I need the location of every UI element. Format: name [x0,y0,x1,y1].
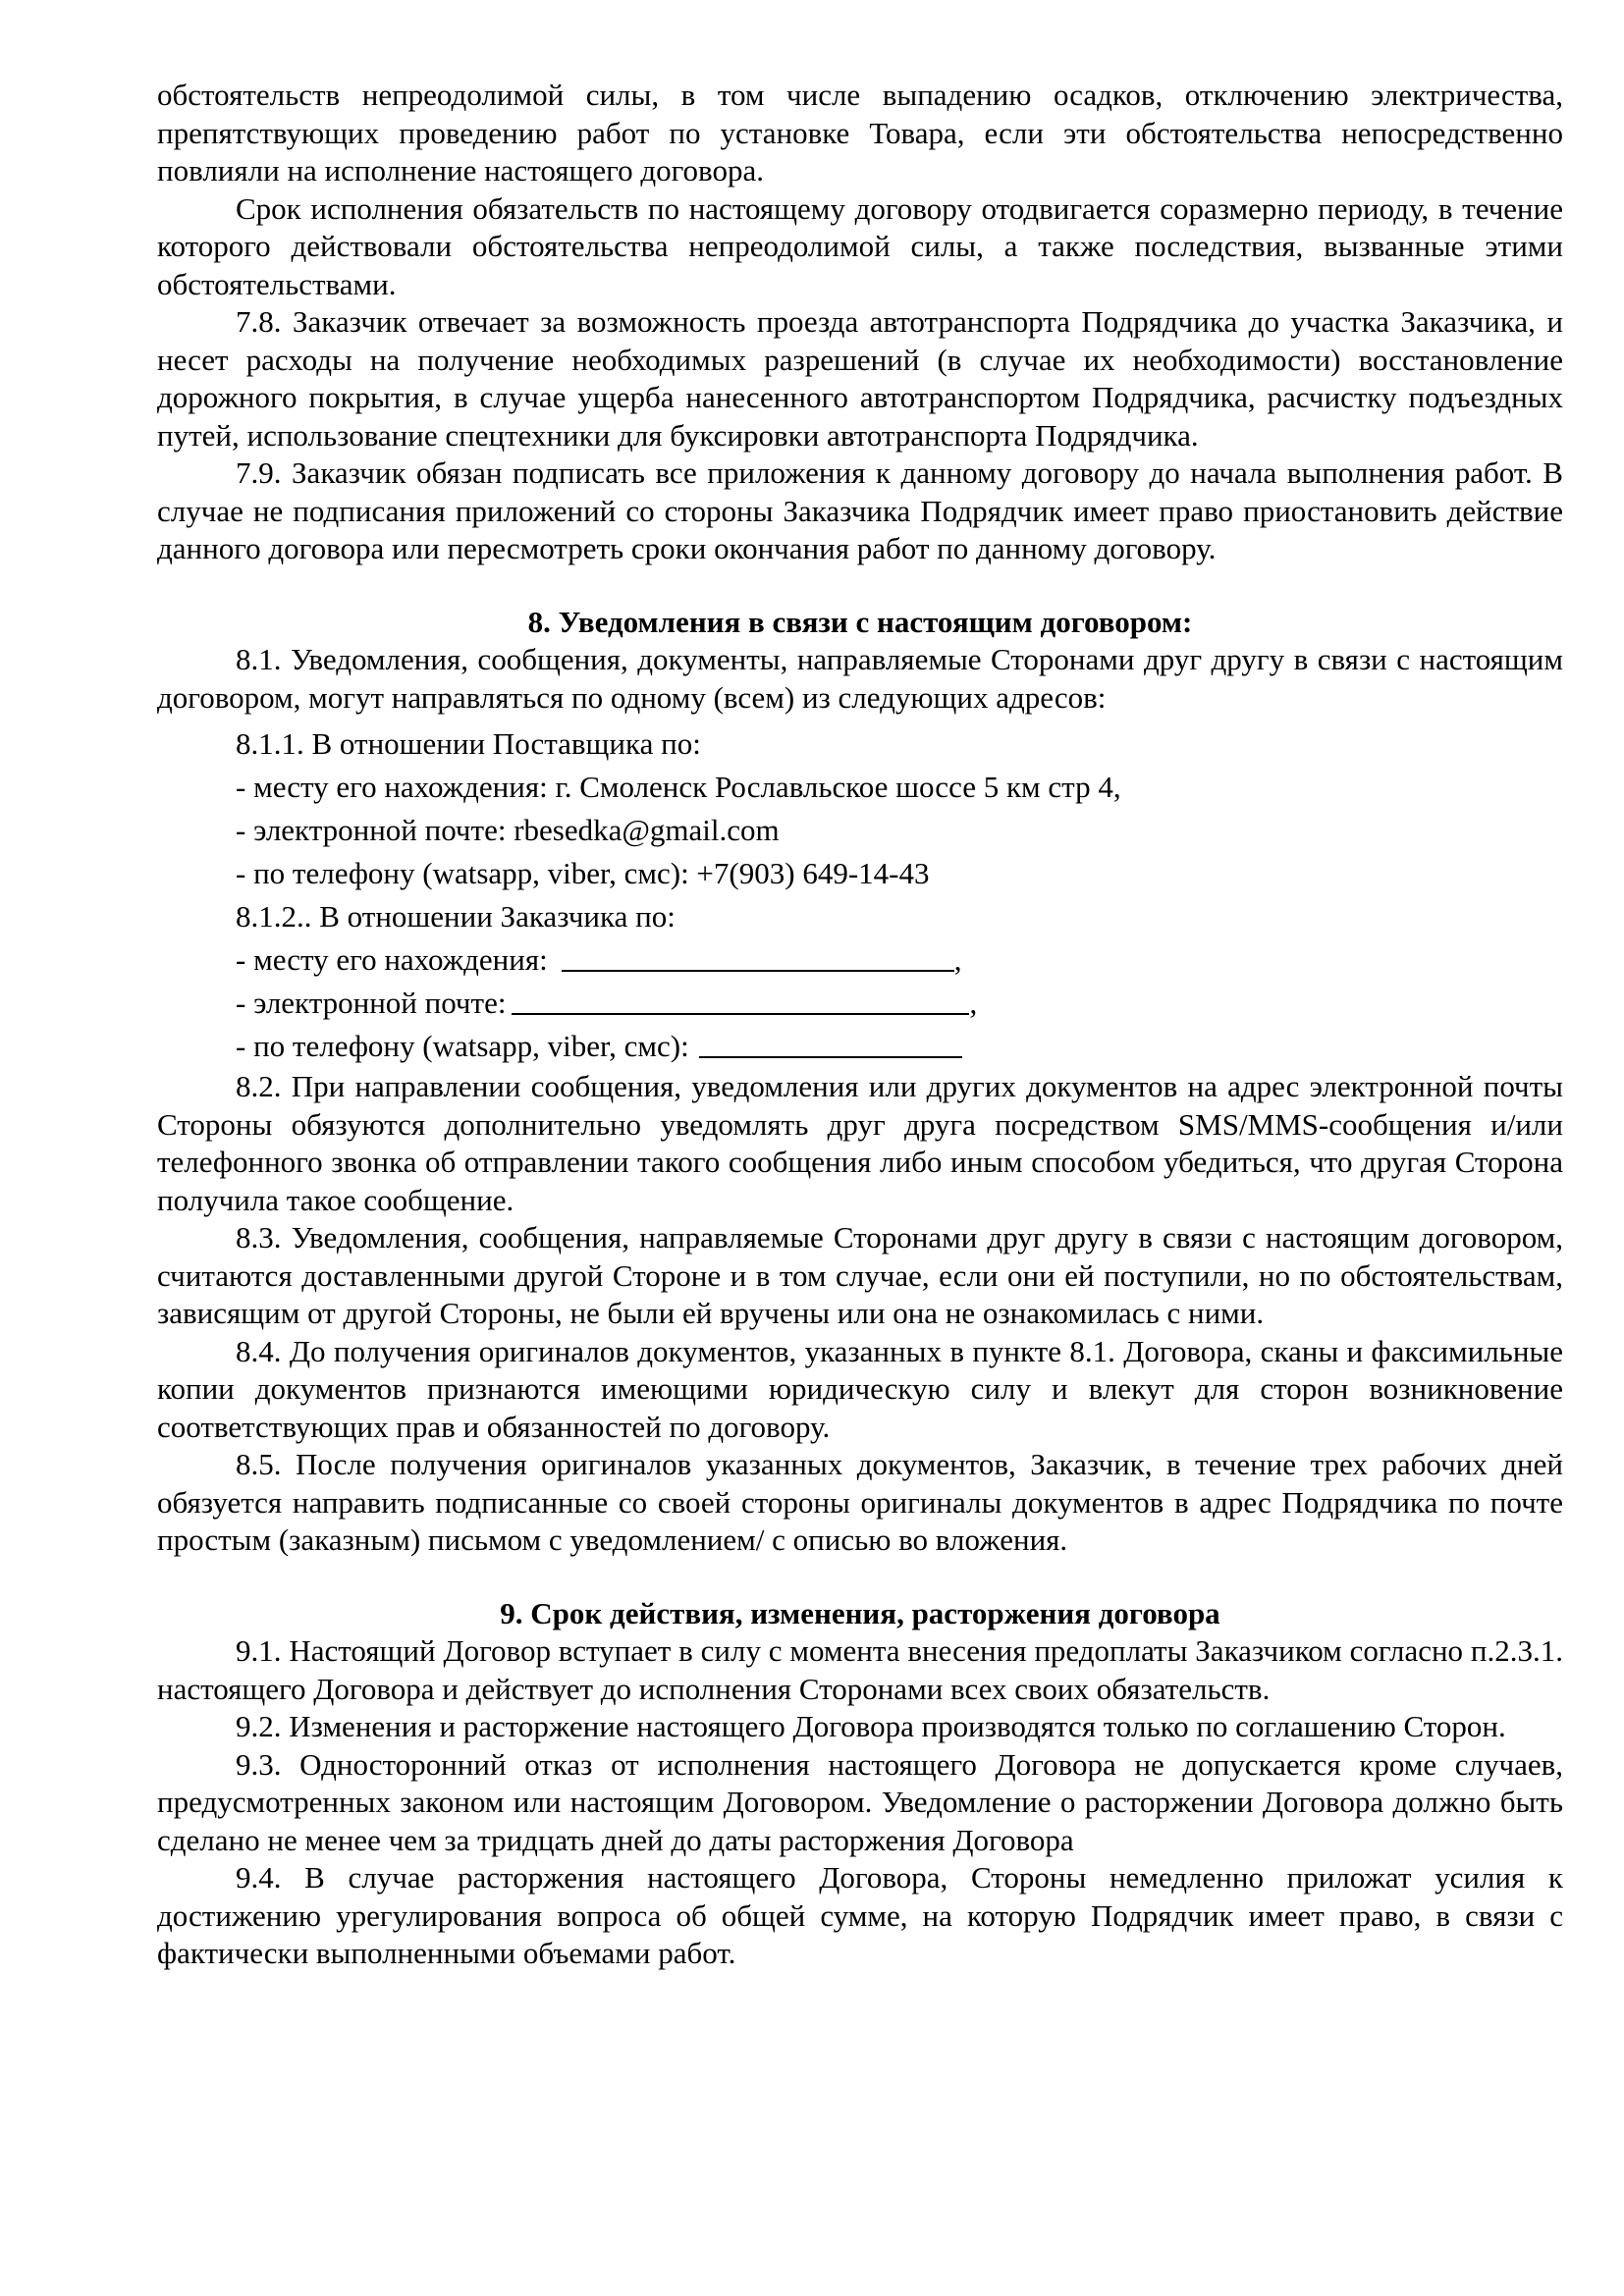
supplier-address: - месту его нахождения: г. Смоленск Рославльское шоссе 5 км стр 4, [236,770,1121,804]
clause-8-1: 8.1. Уведомления, сообщения, документы, направляемые Сторонами друг другу в связи с настоящим договором, могут направляться по одному (всем) из следующих адресов: [157,642,1563,715]
section-9-title: 9. Срок действия, изменения, расторжения договора [500,1595,1220,1630]
customer-phone-blank [699,1025,962,1058]
supplier-heading: 8.1.1. В отношении Поставщика по: [236,726,701,761]
clause-9-3: 9.3. Односторонний отказ от исполнения настоящего Договора не допускается кроме случаев, предусмотренных законом или настоящим Договором. Уведомление о расторжении Договора должно быть сделано не менее чем за тридцать дней до даты расторжения Договора [157,1746,1563,1857]
customer-email-line [157,982,1563,1025]
clause-9-4: 9.4. В случае расторжения настоящего Договора, Стороны немедленно приложат усилия к достижению урегулирования вопроса об общей сумме, на которую Подрядчик имеет право, в связи с фактически выполненными объемами работ. [157,1860,1563,1970]
customer-email-label: - электронной почте: [236,986,507,1020]
clause-9-1: 9.1. Настоящий Договор вступает в силу с момента внесения предоплаты Заказчиком согласно п.2.3.1. настоящего Договора и действует до исполнения Сторонами всех своих обязательств. [157,1633,1563,1706]
customer-address-comma: , [953,942,962,977]
force-majeure-continuation: обстоятельств непреодолимой силы, в том числе выпадению осадков, отключению электричества, препятствующих проведению работ по установке Товара, если эти обстоятельства непосредственно повлияли на исполнение настоящего договора. [157,78,1563,187]
clause-8-2: 8.2. При направлении сообщения, уведомления или других документов на адрес электронной почты Стороны обязуются дополнительно уведомлять друг друга посредством SMS/MMS-сообщения и/или телефонного звонка об отправлении такого сообщения либо иным способом убедиться, что другая Сторона получила такое сообщение. [157,1069,1563,1217]
clause-8-5: 8.5. После получения оригиналов указанных документов, Заказчик, в течение трех рабочих дней обязуется направить подписанные со своей стороны оригиналы документов в адрес Подрядчика по почте простым (заказным) письмом с уведомлением/ с описью во вложения. [157,1447,1563,1557]
customer-heading: 8.1.2.. В отношении Заказчика по: [236,899,676,934]
clause-7-8: 7.8. Заказчик отвечает за возможность проезда автотранспорта Подрядчика до участка Заказчика, и несет расходы на получение необходимых разрешений (в случае их необходимости) восстановление дорожного покрытия, в случае ущерба нанесенного автотранспортом Подрядчика, расчистку подъездных путей, использование спецтехники для буксировки автотранспорта Подрядчика. [157,304,1563,453]
clause-8-4: 8.4. До получения оригиналов документов, указанных в пункте 8.1. Договора, сканы и факсимильные копии документов признаются имеющими юридическую силу и влекут для сторон возникновение соответствующих прав и обязанностей по договору. [157,1333,1563,1444]
customer-address-label: - месту его нахождения: [236,942,548,977]
customer-phone-line [157,1025,1563,1068]
clause-8-3: 8.3. Уведомления, сообщения, направляемые Сторонами друг другу в связи с настоящим договором, считаются доставленными другой Стороне и в том случае, если они ей поступили, но по обстоятельствам, зависящим от другой Стороны, не были ей вручены или она не ознакомилась с ними. [157,1220,1563,1330]
clause-9-2: 9.2. Изменения и расторжение настоящего Договора производятся только по соглашению Сторон. [236,1709,1506,1743]
customer-email-comma: , [969,986,978,1020]
customer-phone-label: - по телефону (watsapp, viber, смс): [236,1029,689,1063]
clause-7-9: 7.9. Заказчик обязан подписать все приложения к данному договору до начала выполнения работ. В случае не подписания приложений со стороны Заказчика Подрядчик имеет право приостановить действие данного договора или пересмотреть сроки окончания работ по данному договору. [157,455,1563,565]
supplier-email: - электронной почте: rbesedka@gmail.com [236,813,780,847]
paragraph-deadline-shift: Срок исполнения обязательств по настоящему договору отодвигается соразмерно периоду, в течение которого действовали обстоятельства непреодолимой силы, а также последствия, вызванные этими обстоятельствами. [157,190,1563,301]
document-page [157,77,1563,1973]
customer-address-line [157,938,1563,982]
customer-address-blank [562,938,954,972]
customer-email-blank [512,982,969,1015]
supplier-phone: - по телефону (watsapp, viber, смс): +7(903) 649-14-43 [236,856,930,890]
section-8-title: 8. Уведомления в связи с настоящим договором: [527,604,1193,639]
